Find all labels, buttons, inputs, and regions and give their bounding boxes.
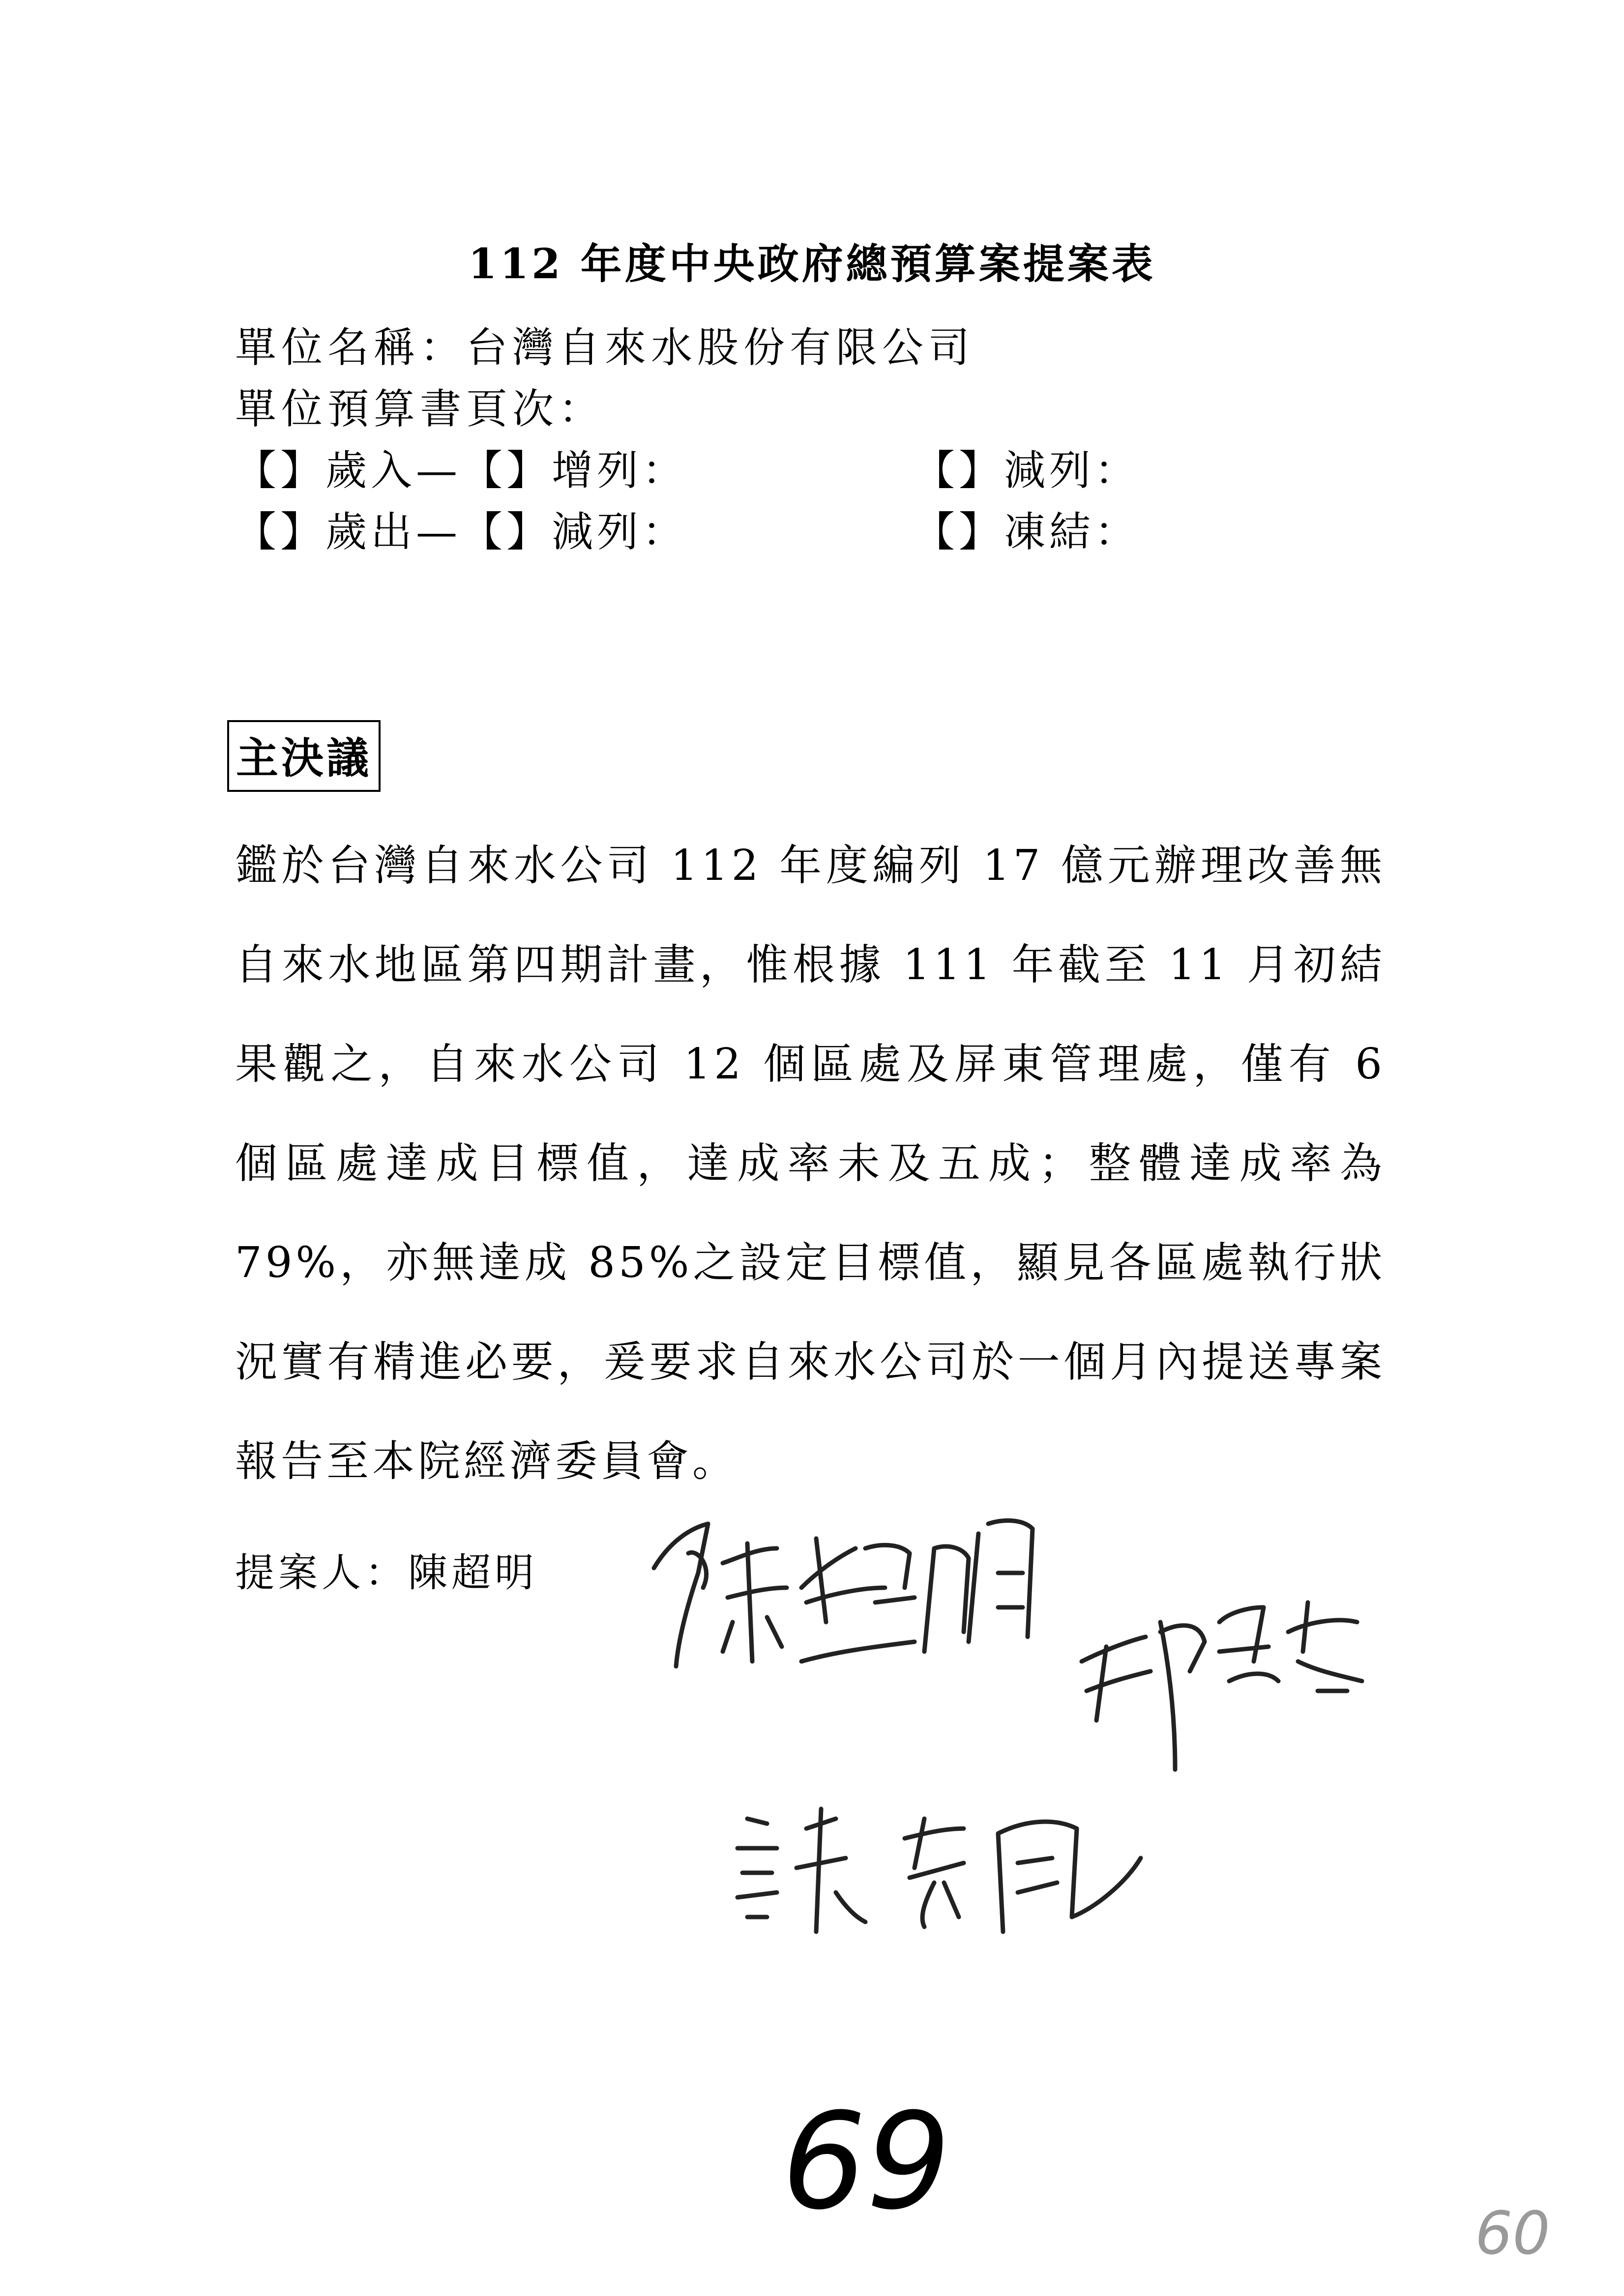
- unit-name: 單位名稱：台灣自來水股份有限公司: [235, 323, 975, 372]
- proposer-line: 提案人：陳超明: [235, 1550, 538, 1596]
- faint-page-number: 60: [1475, 2200, 1550, 2268]
- signature-3: [738, 1809, 1141, 1932]
- handwritten-page-number: 69: [782, 2084, 951, 2239]
- document-title: 112 年度中央政府總預算案提案表: [468, 239, 1156, 288]
- resolution-text: 鑑於台灣自來水公司 112 年度編列 17 億元辦理改善無自來水地區第四期計畫，惟根據 111 年截至 11 月初結果觀之，自來水公司 12 個區處及屏東管理處，僅有 6 個區處達成目標值，達成率未及五成；整體達成率為 79%，亦無達成 85%之設定目標值，顯見各區處執行狀況實有精進必要，爰要求自來水公司於一個月內提送專案報告至本院經濟委員會。: [235, 841, 1386, 1486]
- revenue-increase-label: 【】歲入—【】增列：: [235, 446, 688, 494]
- section-label-boxed: 主決議: [227, 720, 381, 792]
- revenue-decrease-label: 【】減列：: [914, 446, 1140, 494]
- expense-decrease-label: 【】歲出—【】減列：: [235, 508, 688, 556]
- signature-1: [654, 1520, 1033, 1666]
- budget-page-ref: 單位預算書頁次：: [235, 385, 605, 433]
- signature-2: [1082, 1602, 1362, 1770]
- expense-freeze-label: 【】凍結：: [914, 508, 1140, 556]
